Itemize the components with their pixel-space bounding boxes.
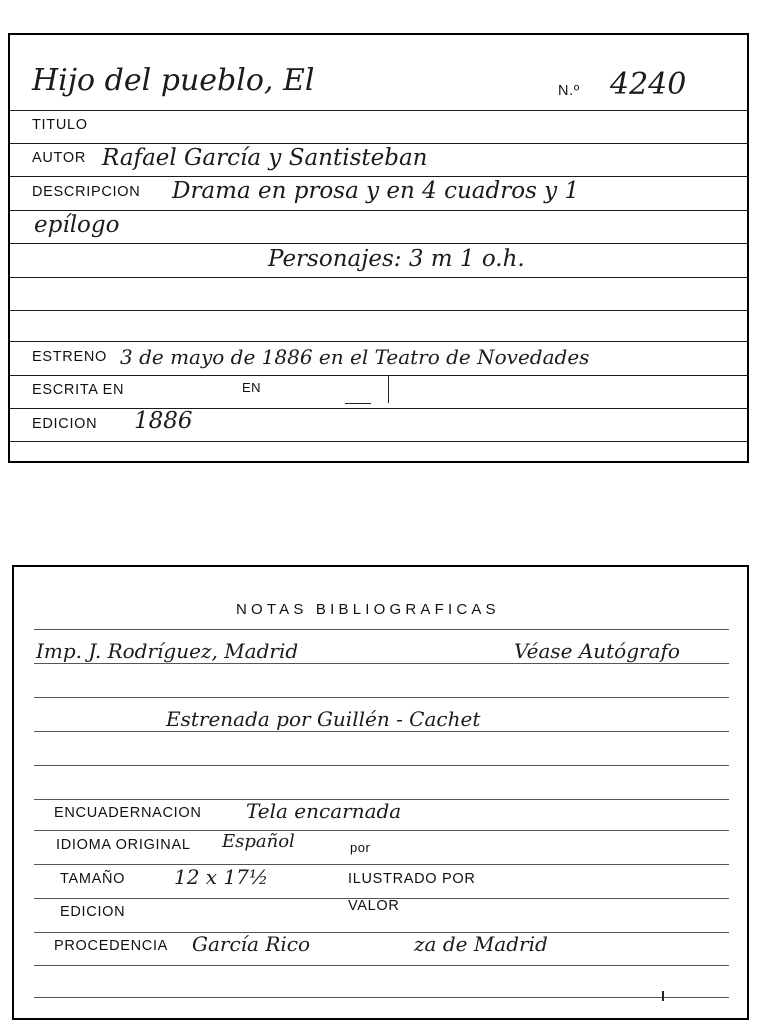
divider-tick bbox=[388, 375, 389, 403]
provenance-label: PROCEDENCIA bbox=[54, 938, 169, 954]
rule-line bbox=[10, 210, 747, 211]
rule-line bbox=[34, 830, 729, 831]
rule-line bbox=[34, 932, 729, 933]
binding-handwritten-value: Tela encarnada bbox=[246, 799, 402, 823]
rule-line bbox=[10, 408, 747, 409]
number-handwritten-value: 4240 bbox=[610, 67, 687, 102]
notes-heading: NOTAS BIBLIOGRAFICAS bbox=[236, 601, 500, 618]
size-handwritten-value: 12 x 17½ bbox=[174, 865, 269, 889]
rule-line bbox=[34, 697, 729, 698]
rule-line bbox=[10, 441, 747, 442]
rule-line bbox=[34, 864, 729, 865]
title-label: TITULO bbox=[32, 117, 88, 133]
rule-line bbox=[10, 341, 747, 342]
index-card-top bbox=[8, 33, 749, 463]
rule-line bbox=[34, 765, 729, 766]
note-see-autograph-value: Véase Autógrafo bbox=[514, 639, 680, 663]
provenance-handwritten-value: García Rico bbox=[192, 932, 311, 956]
author-handwritten-value: Rafael García y Santisteban bbox=[102, 145, 428, 171]
divider-tick bbox=[345, 403, 371, 404]
divider-tick bbox=[662, 991, 664, 1001]
description-handwritten-value-2: epílogo bbox=[34, 212, 120, 238]
by-label: por bbox=[350, 840, 371, 855]
binding-label: ENCUADERNACION bbox=[54, 805, 202, 821]
value-label: VALOR bbox=[348, 898, 400, 914]
title-handwritten-value: Hijo del pueblo, El bbox=[32, 63, 315, 98]
description-label: DESCRIPCION bbox=[32, 184, 141, 200]
rule-line bbox=[34, 731, 729, 732]
rule-line bbox=[10, 243, 747, 244]
written-label: ESCRITA EN bbox=[32, 382, 125, 398]
premiere-label: ESTRENO bbox=[32, 349, 107, 365]
provenance-handwritten-value-2: za de Madrid bbox=[414, 932, 548, 956]
language-handwritten-value: Español bbox=[222, 831, 295, 852]
rule-line bbox=[34, 629, 729, 630]
written-in-label: EN bbox=[242, 380, 262, 395]
rule-line bbox=[10, 277, 747, 278]
rule-line bbox=[10, 143, 747, 144]
author-label: AUTOR bbox=[32, 150, 86, 166]
number-label: N.º bbox=[558, 83, 580, 99]
rule-line bbox=[10, 110, 747, 111]
rule-line bbox=[34, 997, 729, 998]
note-imprint-value: Imp. J. Rodríguez, Madrid bbox=[36, 639, 299, 663]
rule-line bbox=[10, 310, 747, 311]
illustrated-by-label: ILUSTRADO POR bbox=[348, 871, 476, 887]
edition-label: EDICION bbox=[32, 416, 98, 432]
rule-line bbox=[10, 375, 747, 376]
premiere-handwritten-value: 3 de mayo de 1886 en el Teatro de Novedades bbox=[120, 345, 590, 369]
rule-line bbox=[34, 663, 729, 664]
index-card-bottom bbox=[12, 565, 749, 1020]
size-label: TAMAÑO bbox=[60, 871, 126, 887]
characters-handwritten-value: Personajes: 3 m 1 o.h. bbox=[268, 246, 525, 272]
edition-handwritten-value: 1886 bbox=[134, 408, 193, 434]
edition-label: EDICION bbox=[60, 904, 126, 920]
description-handwritten-value: Drama en prosa y en 4 cuadros y 1 bbox=[172, 178, 580, 204]
note-premiere-company-value: Estrenada por Guillén - Cachet bbox=[166, 707, 481, 731]
language-label: IDIOMA ORIGINAL bbox=[56, 837, 191, 853]
rule-line bbox=[10, 176, 747, 177]
rule-line bbox=[34, 965, 729, 966]
